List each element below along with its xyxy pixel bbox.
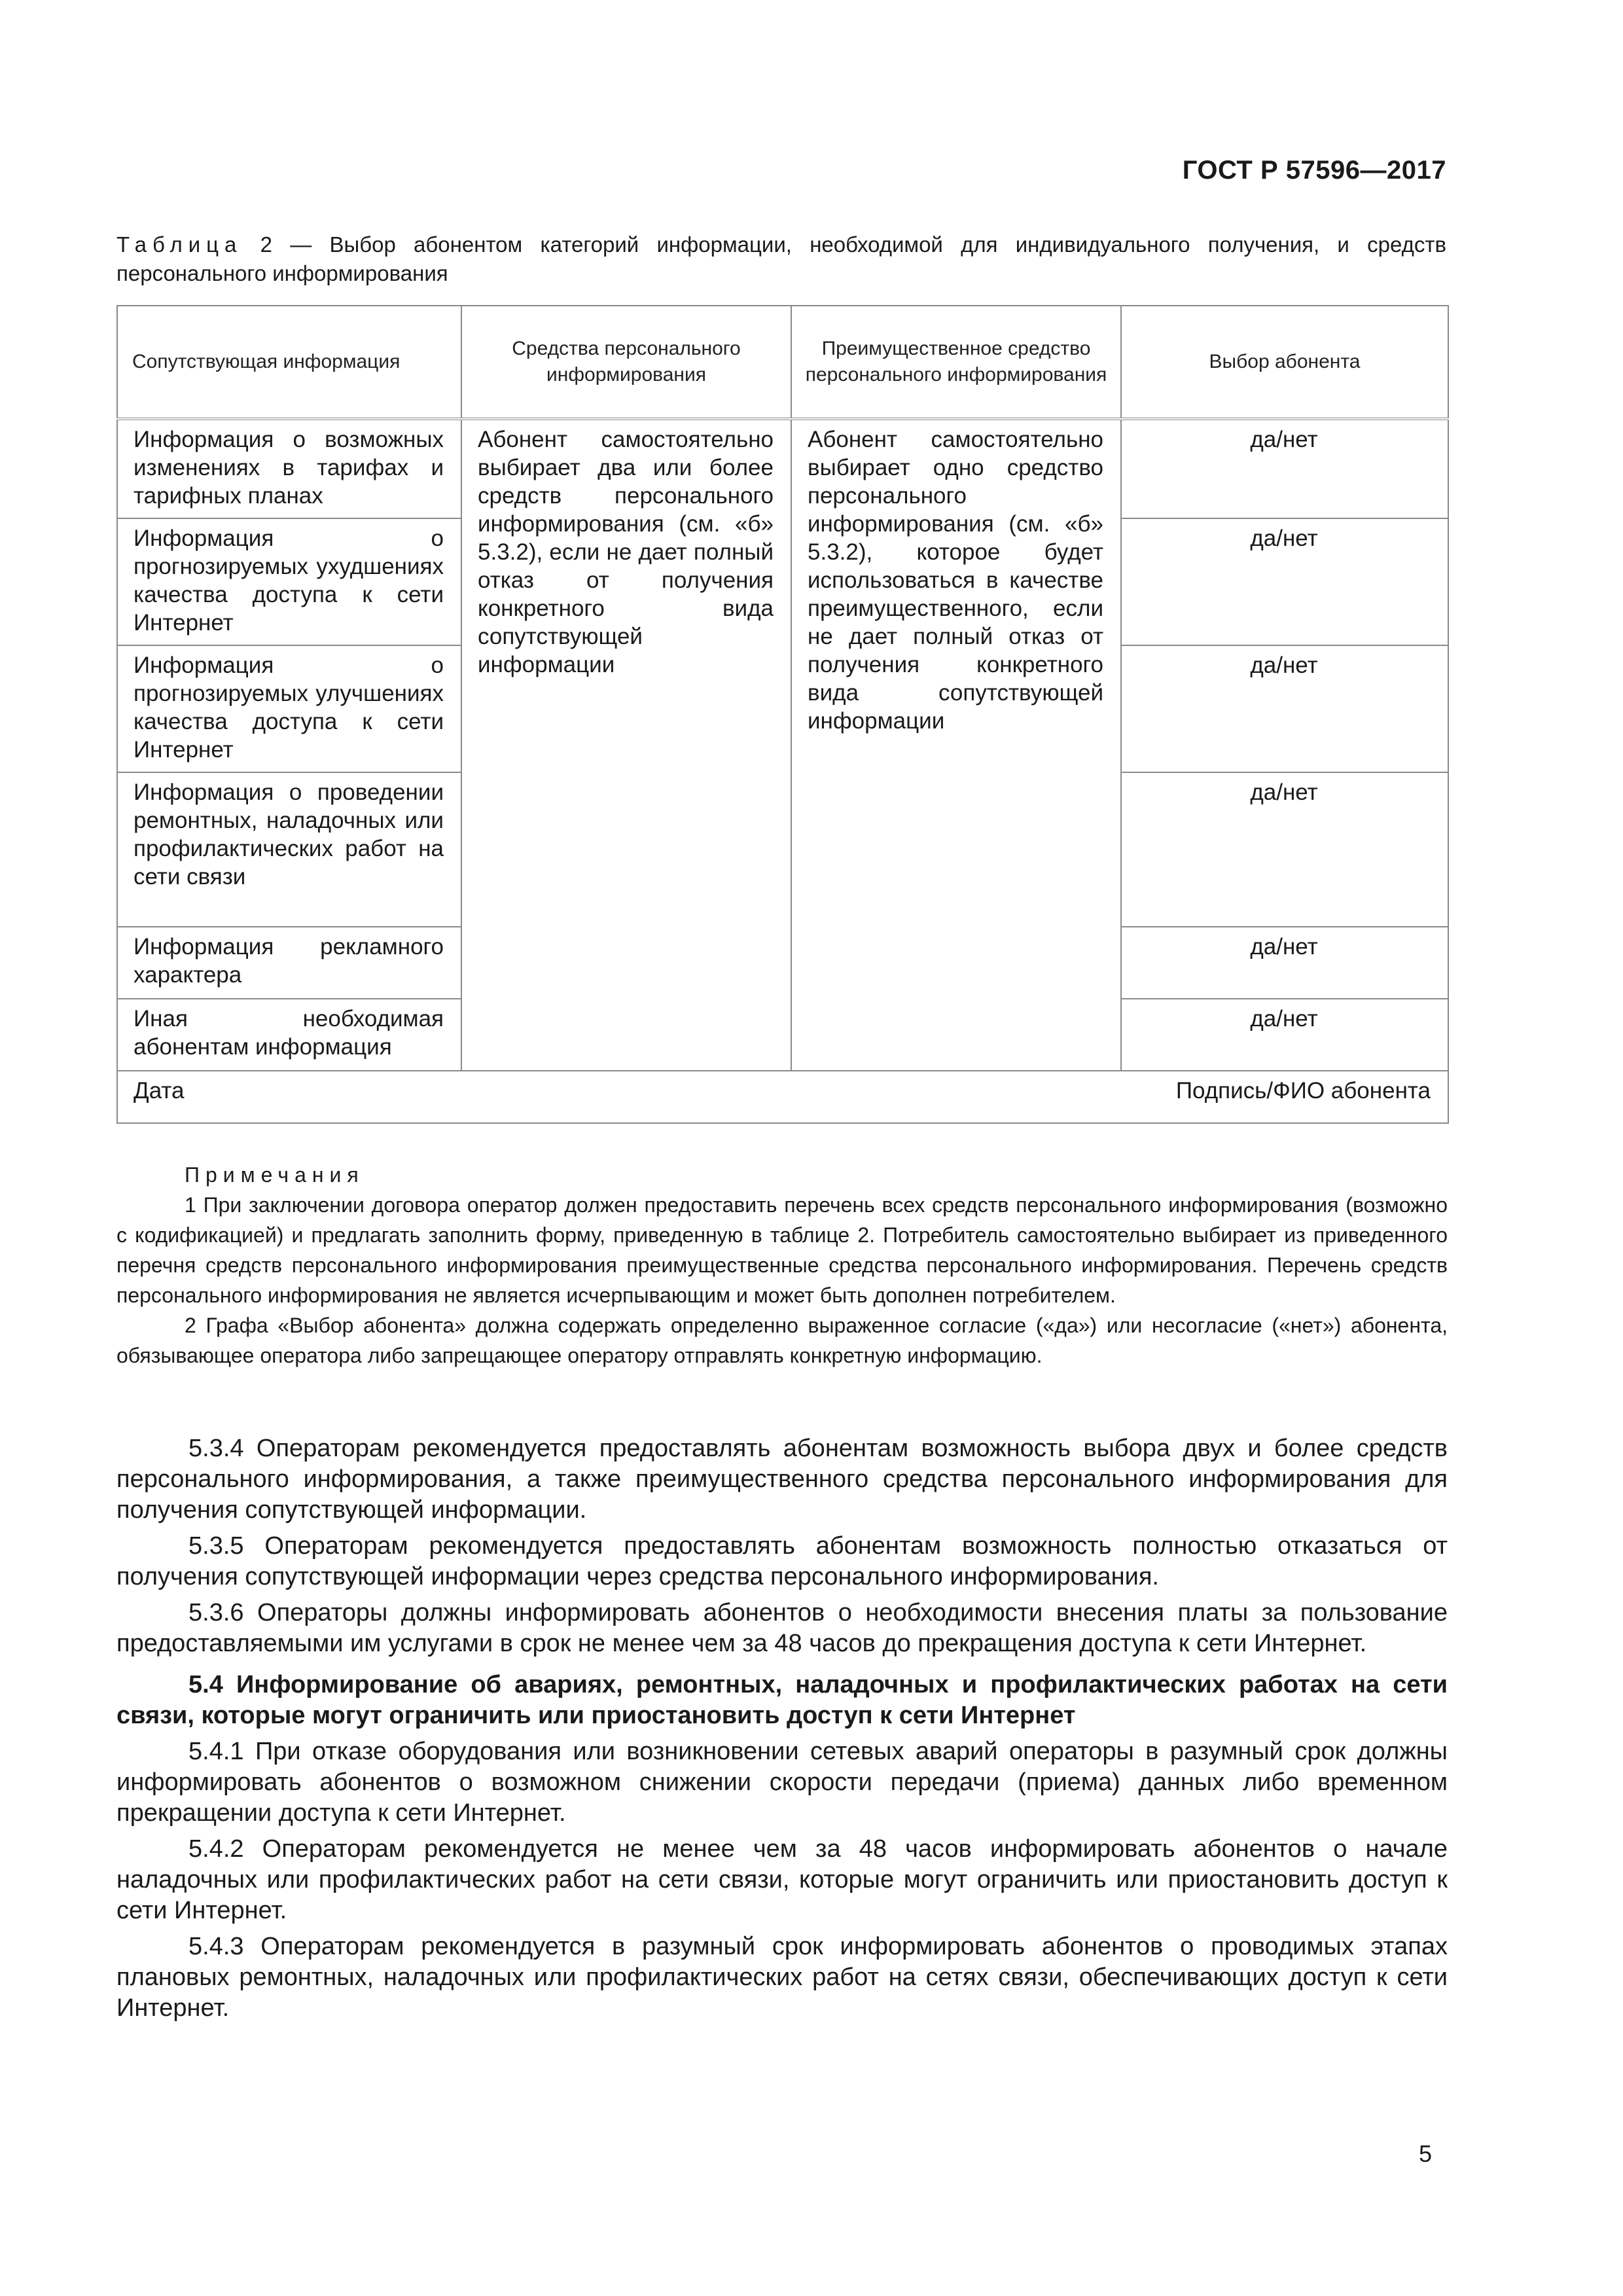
choice-cell: да/нет	[1121, 772, 1448, 927]
selection-table	[116, 305, 1449, 1124]
info-cell: Информация о прогнозируемых улучшениях качества доступа к сети Интернет	[117, 645, 461, 772]
section-heading-5-4: 5.4 Информирование об авариях, ремонтных, наладочных и профилактических работах на сети связи, которые могут ограничить или приостановить доступ к сети Интернет	[116, 1671, 1448, 1729]
notes-title: Примечания	[185, 1163, 365, 1187]
choice-cell: да/нет	[1121, 518, 1448, 645]
choice-cell: да/нет	[1121, 999, 1448, 1071]
table-footer-row	[117, 1071, 1448, 1123]
column-header-means: Средства персонального информирования	[461, 306, 791, 419]
document-code: ГОСТ Р 57596—2017	[1182, 156, 1446, 185]
info-cell: Информация о прогнозируемых ухудшениях качества доступа к сети Интернет	[117, 518, 461, 645]
signature-row	[117, 1071, 1448, 1123]
preferred-means-cell: Абонент самостоятельно выбирает одно средство персонального информирования (см. «б» 5.3.2), которое будет использоваться в качестве преимущественного, если не дает полный отказ от получения конкретного вида сопутствующей информации	[791, 419, 1121, 1071]
choice-cell: да/нет	[1121, 645, 1448, 772]
info-cell: Информация рекламного характера	[117, 927, 461, 999]
means-cell: Абонент самостоятельно выбирает два или более средств персонального информирования (см. «б» 5.3.2), если не дает полный отказ от получения конкретного вида сопутствующей информации	[461, 419, 791, 1071]
notes-block	[116, 1160, 1448, 1371]
paragraph-5-3-6: 5.3.6 Операторы должны информировать абонентов о необходимости внесения платы за пользование предоставляемыми им услугами в срок не менее чем за 48 часов до прекращения доступа к сети Интернет.	[116, 1599, 1448, 1657]
choice-cell: да/нет	[1121, 419, 1448, 518]
table-caption-label: Таблица	[116, 232, 243, 257]
table-caption-text: 2 — Выбор абонентом категорий информации, необходимой для индивидуального получения, и средств персонального информирования	[116, 232, 1446, 285]
paragraph-5-4-3: 5.4.3 Операторам рекомендуется в разумный срок информировать абонентов о проводимых этапах плановых ремонтных, наладочных или профилактических работ на сетях связи, обеспечивающих доступ к сети Интернет.	[116, 1933, 1448, 2022]
paragraph-5-4-2: 5.4.2 Операторам рекомендуется не менее чем за 48 часов информировать абонентов о начале наладочных или профилактических работ на сети связи, которые могут ограничить или приостановить доступ к сети Интернет.	[116, 1835, 1448, 1924]
column-header-choice: Выбор абонента	[1121, 306, 1448, 419]
table-header-row	[117, 306, 1448, 419]
info-cell: Информация о проведении ремонтных, наладочных или профилактических работ на сети связи	[117, 772, 461, 927]
table-row	[117, 419, 1448, 518]
table-caption	[116, 230, 1446, 288]
paragraph-5-3-4: 5.3.4 Операторам рекомендуется предоставлять абонентам возможность выбора двух и более средств персонального информирования, а также преимущественного средства персонального информирования для получения сопутствующей информации.	[116, 1435, 1448, 1524]
info-cell: Информация о возможных изменениях в тарифах и тарифных планах	[117, 419, 461, 518]
paragraph-5-4-1: 5.4.1 При отказе оборудования или возникновении сетевых аварий операторы в разумный срок должны информировать абонентов о возможном снижении скорости передачи (приема) данных либо временном прекращении доступа к сети Интернет.	[116, 1738, 1448, 1827]
note-1: 1 При заключении договора оператор должен предоставить перечень всех средств персонального информирования (возможно с кодификацией) и предлагать заполнить форму, приведенную в таблице 2. Потребитель самостоятельно выбирает из приведенного перечня средств персонального информирования преимущественные средства персонального информирования. Перечень средств персонального информирования не является исчерпывающим и может быть дополнен потребителем.	[116, 1193, 1448, 1307]
note-2: 2 Графа «Выбор абонента» должна содержать определенно выраженное согласие («да») или несогласие («нет») абонента, обязывающее оператора либо запрещающее оператору отправлять конкретную информацию.	[116, 1314, 1448, 1367]
column-header-preferred: Преимущественное средство персонального информирования	[791, 306, 1121, 419]
body-text	[116, 1433, 1448, 2029]
page-number: 5	[1419, 2140, 1433, 2167]
date-label: Дата	[134, 1078, 185, 1103]
info-cell: Иная необходимая абонентам информация	[117, 999, 461, 1071]
choice-cell: да/нет	[1121, 927, 1448, 999]
signature-label: Подпись/ФИО абонента	[1175, 1078, 1431, 1103]
paragraph-5-3-5: 5.3.5 Операторам рекомендуется предоставлять абонентам возможность полностью отказаться от получения сопутствующей информации через средства персонального информирования.	[116, 1532, 1448, 1590]
column-header-info: Сопутствующая информация	[117, 306, 461, 419]
